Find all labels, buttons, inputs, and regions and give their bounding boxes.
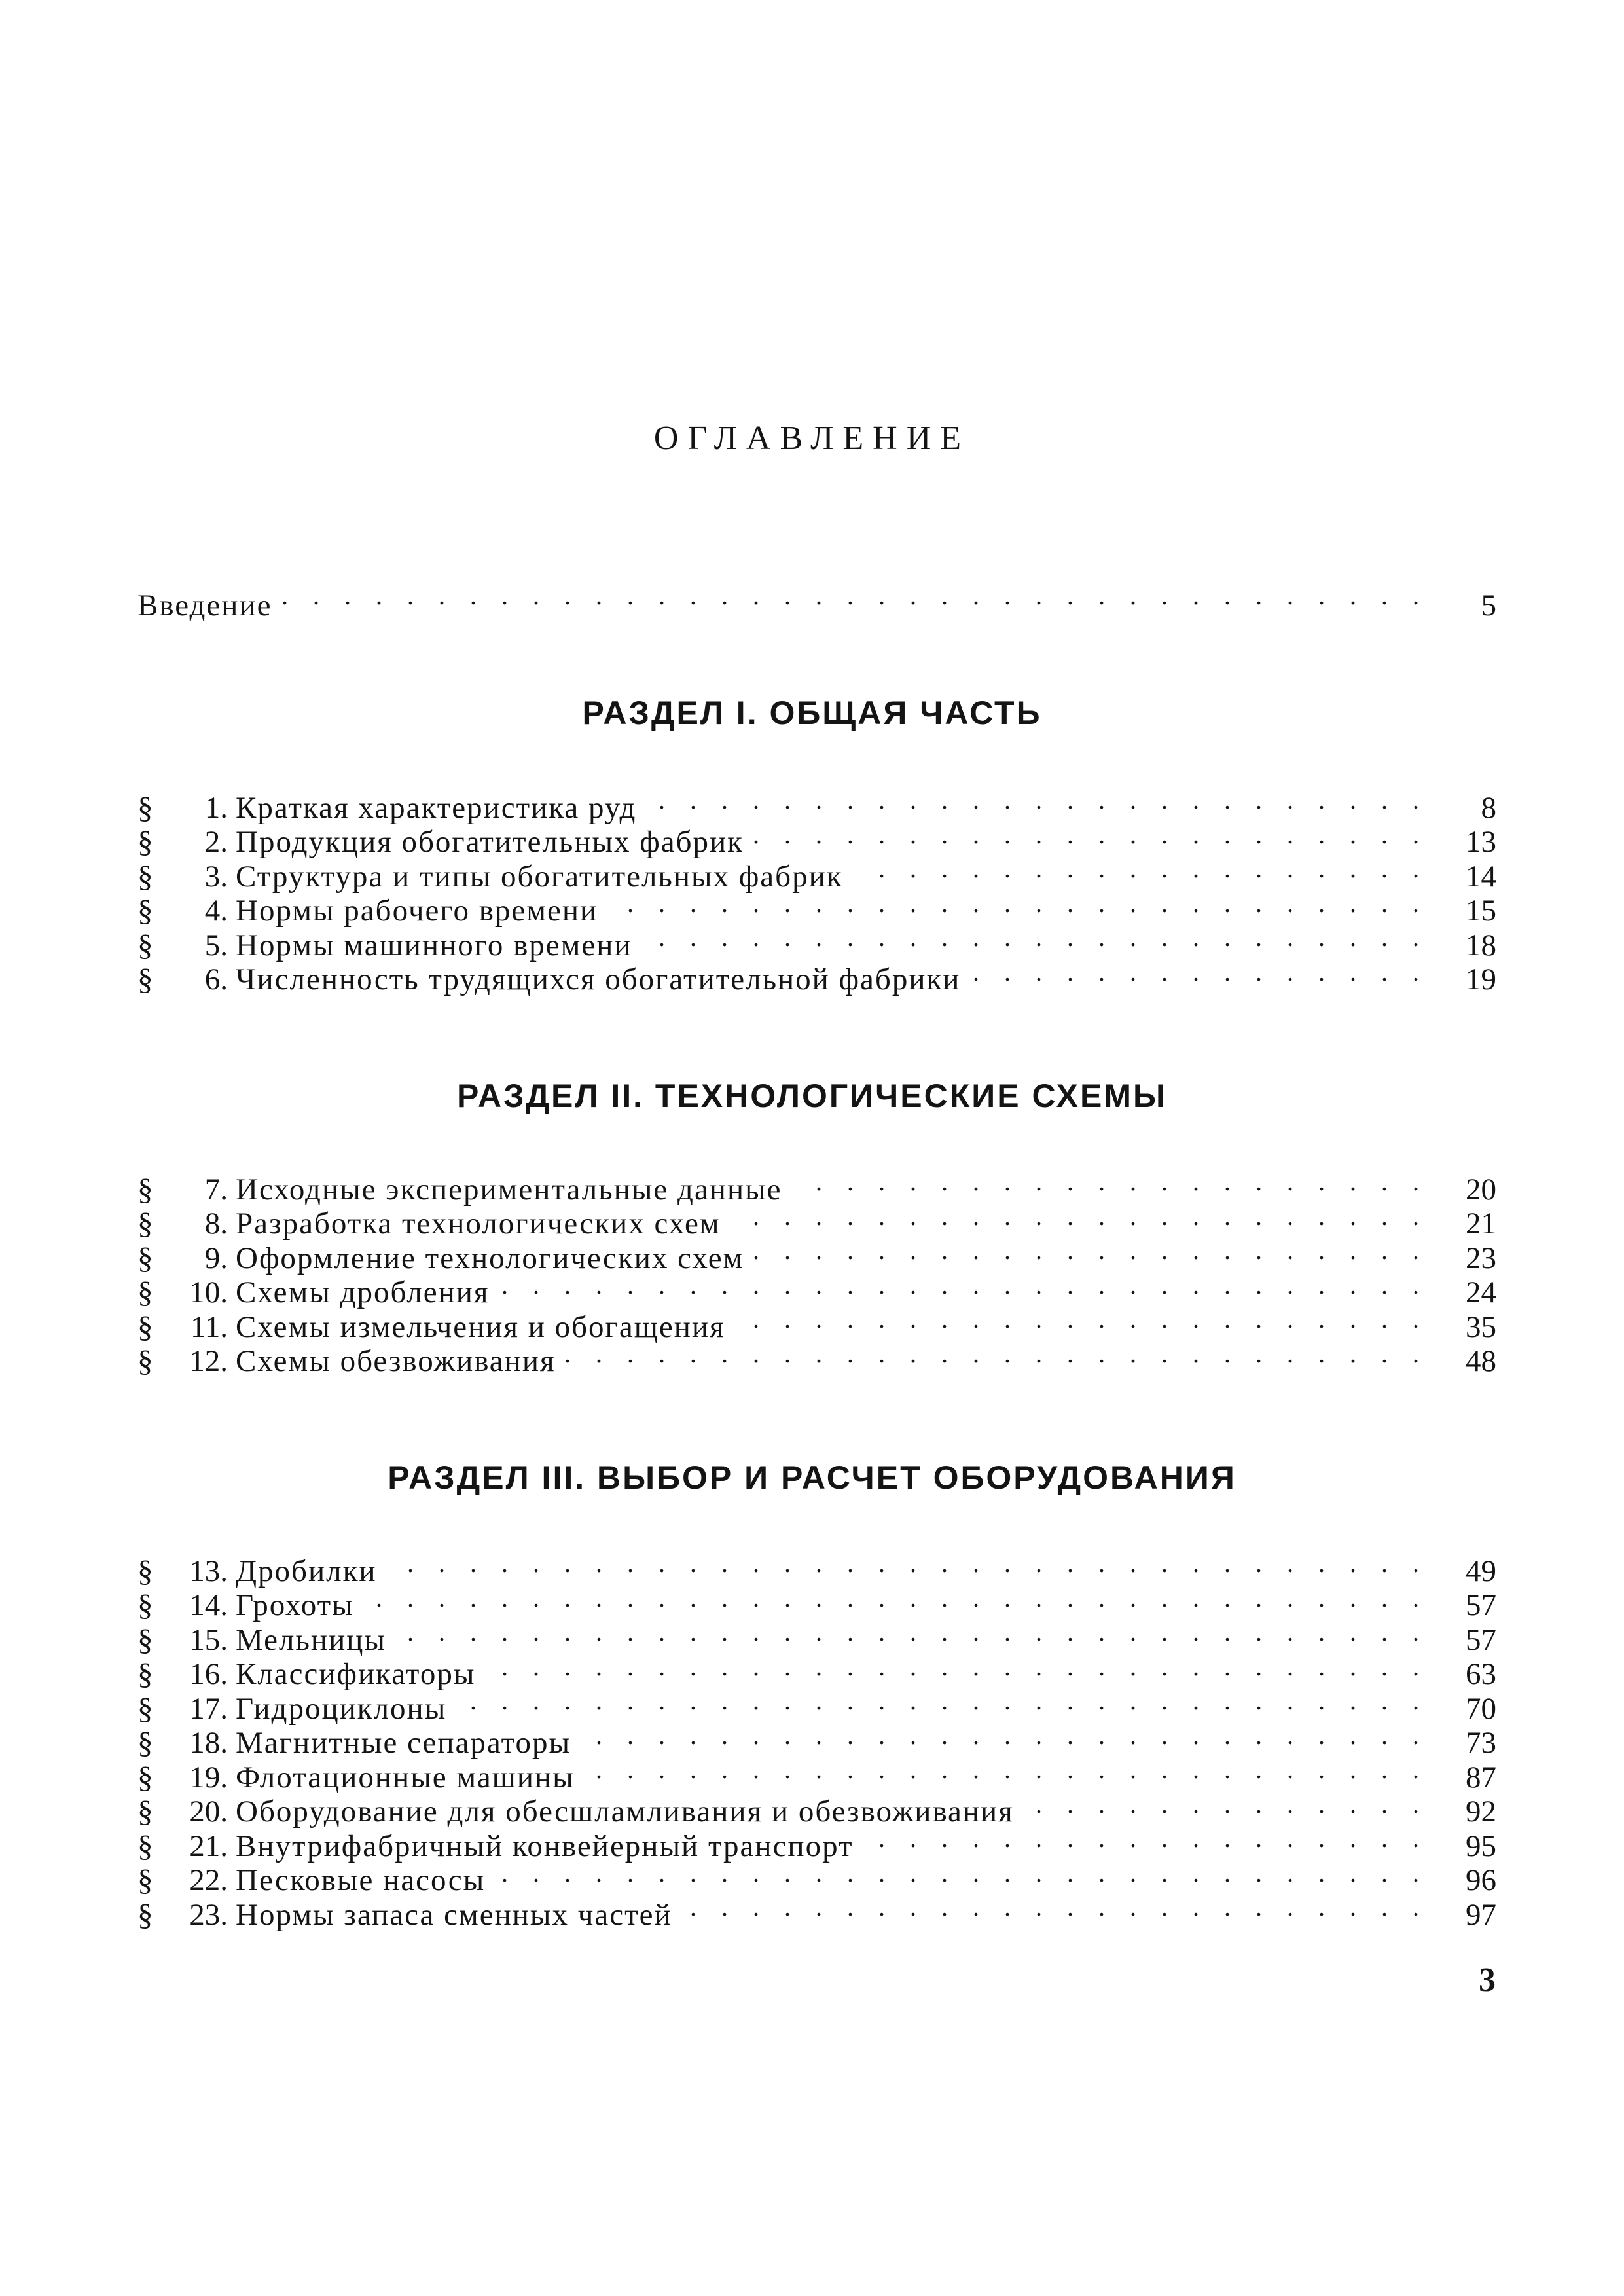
toc-entry-label: Флотационные машины — [236, 1760, 575, 1795]
toc-entry-page: 20 — [1466, 1172, 1496, 1207]
toc-entry-label: Мельницы — [236, 1622, 386, 1657]
paragraph-sign: § — [137, 928, 153, 962]
toc-entry — [137, 1165, 1496, 1207]
paragraph-sign: § — [137, 1309, 153, 1344]
dot-leader — [753, 818, 1428, 852]
toc-entry — [137, 783, 1496, 825]
toc-entry-label: Схемы обезвоживания — [236, 1344, 556, 1378]
toc-entry-page: 70 — [1466, 1691, 1496, 1726]
dot-leader — [791, 1165, 1428, 1199]
paragraph-sign: § — [137, 790, 153, 825]
section-entries — [137, 783, 1496, 996]
toc-entry-page: 5 — [1481, 589, 1496, 623]
toc-entry-number: 17. — [189, 1691, 228, 1726]
toc-entry-number: 8. — [204, 1207, 228, 1241]
toc-entry-page: 18 — [1466, 928, 1496, 962]
toc-entry — [137, 1546, 1496, 1588]
toc-entry-page: 57 — [1466, 1588, 1496, 1622]
paragraph-sign: § — [137, 962, 153, 996]
toc-entry-page: 8 — [1481, 790, 1496, 825]
toc-entry-number: 23. — [189, 1897, 228, 1932]
toc-entry-label: Численность трудящихся обогатительной фабрики — [236, 962, 961, 996]
toc-entry-page: 97 — [1466, 1897, 1496, 1932]
toc-entry-page: 48 — [1466, 1344, 1496, 1378]
toc-entry-number: 12. — [189, 1344, 228, 1378]
page-number: 3 — [1479, 1961, 1496, 1999]
toc-entry-page: 23 — [1466, 1241, 1496, 1275]
paragraph-sign: § — [137, 1207, 153, 1241]
toc-entry-label: Оформление технологических схем — [236, 1241, 744, 1275]
toc-entry-number: 6. — [204, 962, 228, 996]
paragraph-sign: § — [137, 1691, 153, 1726]
dot-leader — [734, 1302, 1428, 1337]
toc-entry-number: 3. — [204, 859, 228, 894]
dot-leader — [753, 1233, 1428, 1268]
toc-entry-label: Структура и типы обогатительных фабрик — [236, 859, 843, 894]
dot-leader — [584, 1753, 1428, 1787]
toc-entry-label: Гидроциклоны — [236, 1691, 447, 1726]
toc-entry-number: 22. — [189, 1863, 228, 1897]
paragraph-sign: § — [137, 1863, 153, 1897]
toc-entry-number: 14. — [189, 1588, 228, 1622]
toc-entry-label: Грохоты — [236, 1588, 354, 1622]
paragraph-sign: § — [137, 1829, 153, 1863]
toc-entry-page: 87 — [1466, 1760, 1496, 1795]
toc-entry-page: 24 — [1466, 1275, 1496, 1309]
paragraph-sign: § — [137, 894, 153, 928]
dot-leader — [1023, 1787, 1428, 1822]
toc-entry-page: 63 — [1466, 1657, 1496, 1691]
paragraph-sign: § — [137, 1172, 153, 1207]
toc-entry-number: 2. — [204, 825, 228, 859]
toc-entry-number: 15. — [189, 1622, 228, 1657]
dot-leader — [499, 1268, 1428, 1303]
toc-intro-row — [137, 576, 1496, 623]
paragraph-sign: § — [137, 1795, 153, 1829]
toc-entry-number: 13. — [189, 1554, 228, 1588]
toc-entry-label: Краткая характеристика руд — [236, 790, 637, 825]
dot-leader — [969, 955, 1428, 990]
toc-entry-label: Оборудование для обесшламливания и обезвоживания — [236, 1795, 1014, 1829]
toc-entry-number: 7. — [204, 1172, 228, 1207]
dot-leader — [565, 1337, 1428, 1372]
toc-entry-number: 18. — [189, 1726, 228, 1760]
toc-entry-page: 96 — [1466, 1863, 1496, 1897]
toc-entry-number: 10. — [189, 1275, 228, 1309]
toc-entry-label: Схемы дробления — [236, 1275, 490, 1309]
dot-leader — [681, 1890, 1428, 1925]
toc-entry-page: 14 — [1466, 859, 1496, 894]
toc-entry-page: 19 — [1466, 962, 1496, 996]
toc-entry-page: 13 — [1466, 825, 1496, 859]
toc-entry — [137, 576, 1496, 623]
paragraph-sign: § — [137, 859, 153, 894]
toc-entry-number: 19. — [189, 1760, 228, 1795]
paragraph-sign: § — [137, 1726, 153, 1760]
toc-entry-page: 73 — [1466, 1726, 1496, 1760]
dot-leader — [281, 576, 1428, 615]
dot-leader — [645, 783, 1428, 818]
toc-entry-page: 21 — [1466, 1207, 1496, 1241]
paragraph-sign: § — [137, 1657, 153, 1691]
dot-leader — [363, 1581, 1428, 1616]
toc-entry-page: 15 — [1466, 894, 1496, 928]
toc-entry-number: 20. — [189, 1795, 228, 1829]
toc-entry-label: Дробилки — [236, 1554, 377, 1588]
toc-entry-page: 49 — [1466, 1554, 1496, 1588]
toc-entry-label: Схемы измельчения и обогащения — [236, 1309, 725, 1344]
toc-entry-number: 21. — [189, 1829, 228, 1863]
toc-entry-label: Нормы запаса сменных частей — [236, 1897, 672, 1932]
section-heading: РАЗДЕЛ II. ТЕХНОЛОГИЧЕСКИЕ СХЕМЫ — [457, 1078, 1167, 1114]
toc-entry-number: 5. — [204, 928, 228, 962]
page-title: ОГЛАВЛЕНИЕ — [653, 420, 971, 457]
dot-leader — [580, 1719, 1428, 1753]
toc-entry-page: 95 — [1466, 1829, 1496, 1863]
section-heading: РАЗДЕЛ I. ОБЩАЯ ЧАСТЬ — [582, 695, 1042, 731]
paragraph-sign: § — [137, 1241, 153, 1275]
paragraph-sign: § — [137, 1622, 153, 1657]
dot-leader — [386, 1546, 1428, 1581]
dot-leader — [484, 1650, 1428, 1685]
toc-entry-number: 1. — [204, 790, 228, 825]
toc-entry-label: Магнитные сепараторы — [236, 1726, 571, 1760]
toc-entry-label: Классификаторы — [236, 1657, 476, 1691]
toc-entry-label: Нормы рабочего времени — [236, 894, 598, 928]
paragraph-sign: § — [137, 1344, 153, 1378]
dot-leader — [641, 920, 1428, 955]
dot-leader — [863, 1821, 1429, 1856]
toc-entry-label: Введение — [137, 589, 272, 623]
dot-leader — [730, 1199, 1428, 1234]
toc-entry-label: Нормы машинного времени — [236, 928, 632, 962]
dot-leader — [607, 886, 1428, 921]
toc-entry-page: 35 — [1466, 1309, 1496, 1344]
toc-entry-number: 9. — [204, 1241, 228, 1275]
paragraph-sign: § — [137, 1897, 153, 1932]
dot-leader — [395, 1615, 1428, 1650]
section-entries — [137, 1546, 1496, 1932]
toc-entry-number: 4. — [204, 894, 228, 928]
toc-entry-number: 16. — [189, 1657, 228, 1691]
paragraph-sign: § — [137, 825, 153, 859]
toc-entry-label: Песковые насосы — [236, 1863, 486, 1897]
toc-entry-number: 11. — [190, 1309, 228, 1344]
toc-entry-page: 57 — [1466, 1622, 1496, 1657]
dot-leader — [456, 1684, 1428, 1719]
toc-entry-label: Исходные экспериментальные данные — [236, 1172, 782, 1207]
dot-leader — [852, 852, 1428, 886]
section-heading: РАЗДЕЛ III. ВЫБОР И РАСЧЕТ ОБОРУДОВАНИЯ — [388, 1459, 1236, 1496]
paragraph-sign: § — [137, 1760, 153, 1795]
toc-entry-label: Разработка технологических схем — [236, 1207, 721, 1241]
paragraph-sign: § — [137, 1554, 153, 1588]
toc-entry-label: Продукция обогатительных фабрик — [236, 825, 744, 859]
dot-leader — [494, 1856, 1428, 1891]
toc-entry-page: 92 — [1466, 1795, 1496, 1829]
paragraph-sign: § — [137, 1588, 153, 1622]
paragraph-sign: § — [137, 1275, 153, 1309]
section-entries — [137, 1165, 1496, 1378]
toc-entry-label: Внутрифабричный конвейерный транспорт — [236, 1829, 854, 1863]
